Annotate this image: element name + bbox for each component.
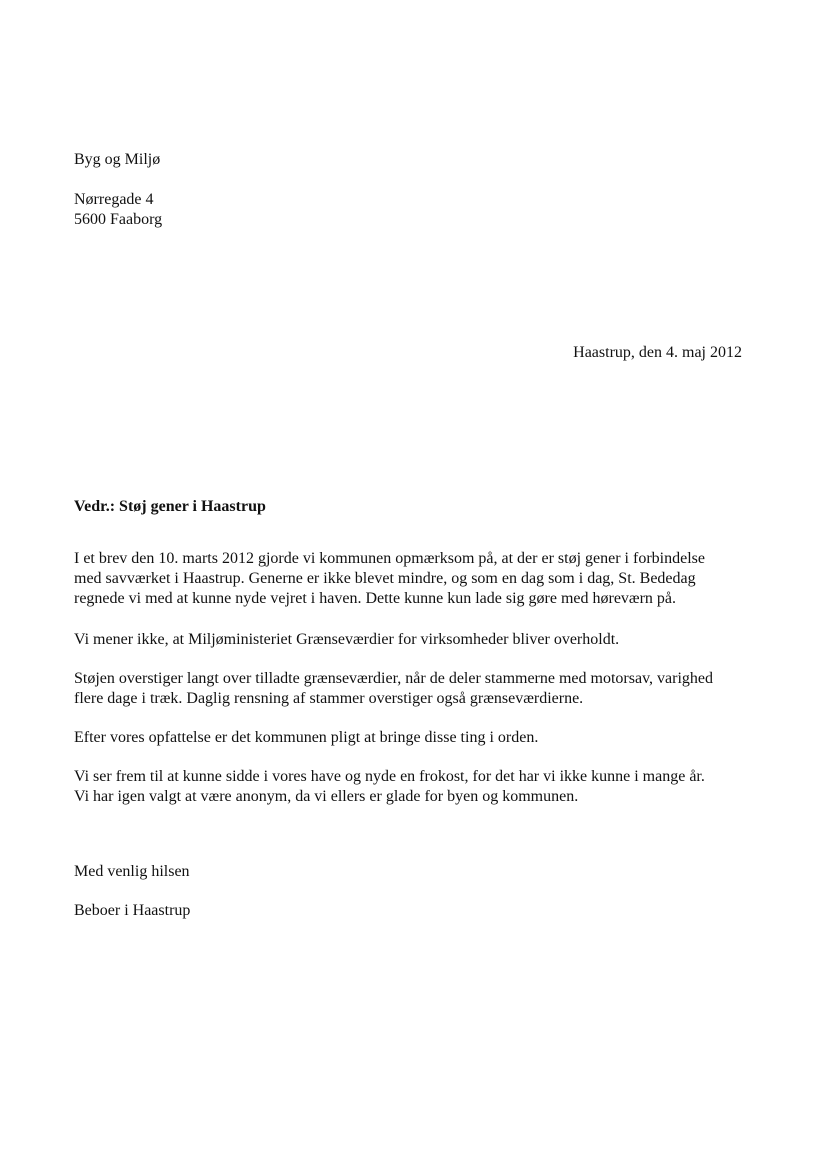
- paragraph-4: [74, 728, 764, 748]
- recipient-city: 5600 Faaborg: [74, 211, 163, 228]
- date-line: Haastrup, den 4. maj 2012: [573, 344, 742, 361]
- subject-line: Vedr.: Støj gener i Haastrup: [74, 498, 266, 515]
- paragraph-5: [74, 767, 764, 807]
- paragraph-line: Vi ser frem til at kunne sidde i vores have og nyde en frokost, for det har vi ikke kunne i mange år.: [74, 768, 705, 785]
- paragraph-2: [74, 630, 764, 650]
- paragraph-line: med savværket i Haastrup. Generne er ikke blevet mindre, og som en dag som i dag, St. Bededag: [74, 570, 696, 587]
- paragraph-line: Efter vores opfattelse er det kommunen pligt at bringe disse ting i orden.: [74, 729, 539, 746]
- recipient-street: Nørregade 4: [74, 191, 154, 208]
- paragraph-1: [74, 549, 764, 609]
- paragraph-3: [74, 669, 764, 709]
- paragraph-line: flere dage i træk. Daglig rensning af stammer overstiger også grænseværdierne.: [74, 690, 584, 707]
- signature-line: Beboer i Haastrup: [74, 902, 191, 919]
- closing-line: Med venlig hilsen: [74, 863, 190, 880]
- paragraph-line: I et brev den 10. marts 2012 gjorde vi kommunen opmærksom på, at der er støj gener i forbindelse: [74, 550, 705, 567]
- paragraph-line: Støjen overstiger langt over tilladte grænseværdier, når de deler stammerne med motorsav, varighed: [74, 670, 714, 687]
- recipient-name: Byg og Miljø: [74, 151, 161, 168]
- paragraph-line: Vi har igen valgt at være anonym, da vi ellers er glade for byen og kommunen.: [74, 788, 579, 805]
- paragraph-line: Vi mener ikke, at Miljøministeriet Grænseværdier for virksomheder bliver overholdt.: [74, 631, 620, 648]
- paragraph-line: regnede vi med at kunne nyde vejret i haven. Dette kunne kun lade sig gøre med høreværn på.: [74, 590, 677, 607]
